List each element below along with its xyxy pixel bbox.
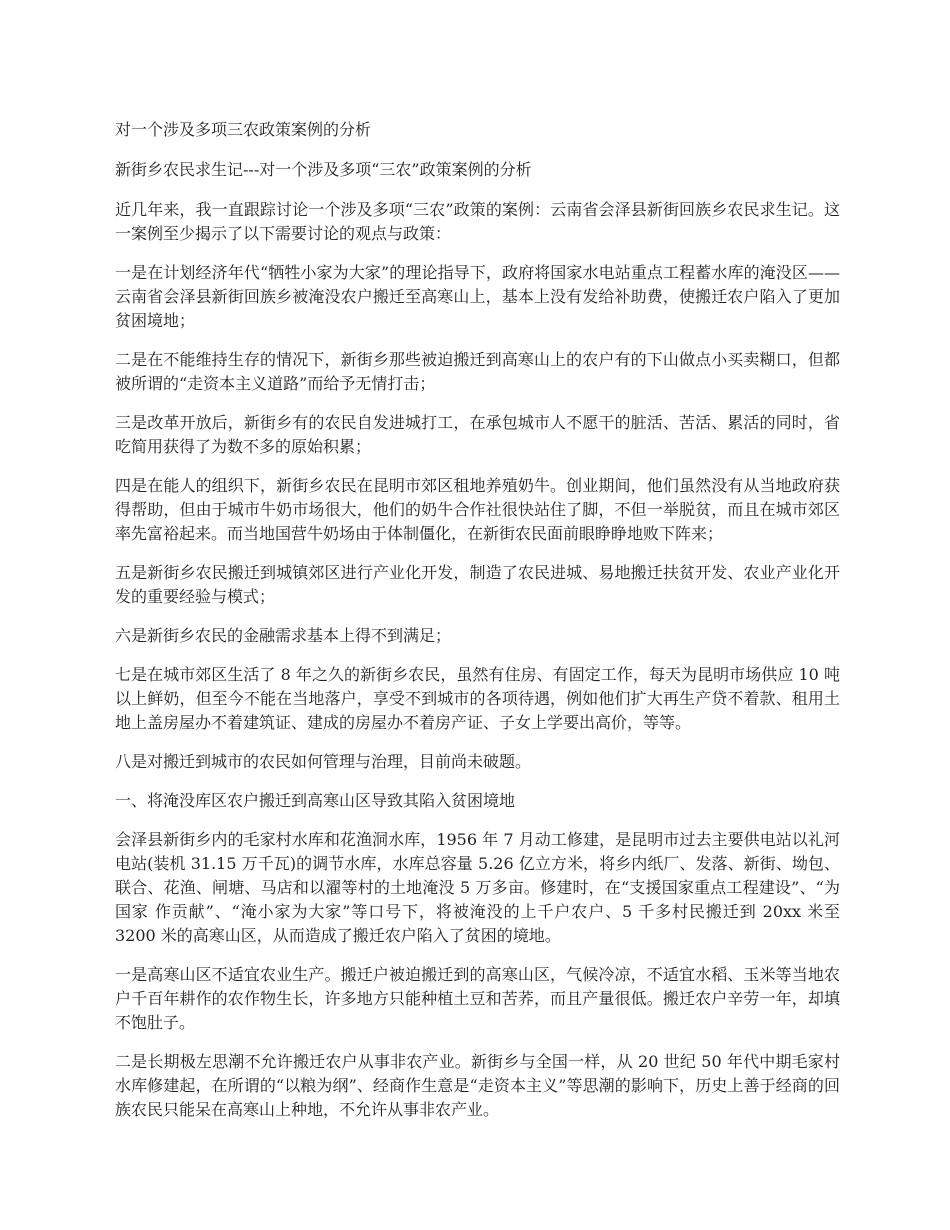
document-title: 对一个涉及多项三农政策案例的分析 — [115, 120, 372, 139]
paragraph-point-4: 四是在能人的组织下，新街乡农民在昆明市郊区租地养殖奶牛。创业期间，他们虽然没有从当地政府获得帮助，但由于城市牛奶市场很大，他们的奶牛合作社很快站住了脚，不但一举脱贫，而且在城市郊区率先富裕起来。而当地国营牛奶场由于体制僵化，在新街农民面前眼睁睁地败下阵来； — [115, 476, 840, 543]
paragraph-leftism: 二是长期极左思潮不允许搬迁农户从事非农产业。新街乡与全国一样，从 20 世纪 50 年代中期毛家村水库修建起，在所谓的“以粮为纲”、经商作生意是“走资本主义”等思潮的影响下，历史上善于经商的回族农民只能呆在高寒山上种地，不允许从事非农产业。 — [115, 1052, 840, 1119]
paragraph-point-3: 三是改革开放后，新街乡有的农民自发进城打工，在承包城市人不愿干的脏活、苦活、累活的同时，省吃简用获得了为数不多的原始积累； — [115, 413, 840, 456]
paragraph-point-2: 二是在不能维持生存的情况下，新街乡那些被迫搬迁到高寒山上的农户有的下山做点小买卖糊口，但都被所谓的“走资本主义道路”而给予无情打击； — [115, 350, 840, 393]
paragraph-point-8: 八是对搬迁到城市的农民如何管理与治理，目前尚未破题。 — [115, 752, 532, 771]
paragraph-point-5: 五是新街乡农民搬迁到城镇郊区进行产业化开发，制造了农民进城、易地搬迁扶贫开发、农业产业化开发的重要经验与模式； — [115, 563, 840, 606]
paragraph-intro: 近几年来，我一直跟踪讨论一个涉及多项“三农”政策的案例：云南省会泽县新街回族乡农民求生记。这一案例至少揭示了以下需要讨论的观点与政策： — [115, 200, 840, 243]
paragraph-reservoir: 会泽县新街乡内的毛家村水库和花渔洞水库，1956 年 7 月动工修建，是昆明市过去主要供电站以礼河电站(装机 31.15 万千瓦)的调节水库，水库总容量 5.26 亿立方米，将乡内纸厂、发落、新街、坳包、联合、花渔、闸塘、马店和以濯等村的土地淹没 5 万多亩。修建时，在“支援国家重点工程建设”、“为国家 作贡献”、“淹小家为大家”等口号下，将被淹没的上千户农户、5 千多村民搬迁到 20xx 米至 3200 米的高寒山区，从而造成了搬迁农户陷入了贫困的境地。 — [115, 830, 840, 945]
paragraph-point-6: 六是新街乡农民的金融需求基本上得不到满足； — [115, 626, 452, 645]
section-heading-1: 一、将淹没库区农户搬迁到高寒山区导致其陷入贫困境地 — [115, 791, 516, 810]
paragraph-highland: 一是高寒山区不适宜农业生产。搬迁户被迫搬迁到的高寒山区，气候冷凉，不适宜水稻、玉米等当地农户千百年耕作的农作物生长，许多地方只能种植土豆和苦荞，而且产量很低。搬迁农户辛劳一年，却填不饱肚子。 — [115, 965, 840, 1032]
paragraph-point-1: 一是在计划经济年代“牺牲小家为大家”的理论指导下，政府将国家水电站重点工程蓄水库的淹没区——云南省会泽县新街回族乡被淹没农户搬迁至高寒山上，基本上没有发给补助费，使搬迁农户陷入了更加贫困境地； — [115, 263, 840, 330]
paragraph-point-7: 七是在城市郊区生活了 8 年之久的新街乡农民，虽然有住房、有固定工作，每天为昆明市场供应 10 吨以上鲜奶，但至今不能在当地落户，享受不到城市的各项待遇，例如他们扩大再生产贷不着款、租用土地上盖房屋办不着建筑证、建成的房屋办不着房产证、子女上学要出高价，等等。 — [115, 665, 840, 732]
document-subtitle: 新街乡农民求生记---对一个涉及多项“三农”政策案例的分析 — [115, 160, 532, 179]
